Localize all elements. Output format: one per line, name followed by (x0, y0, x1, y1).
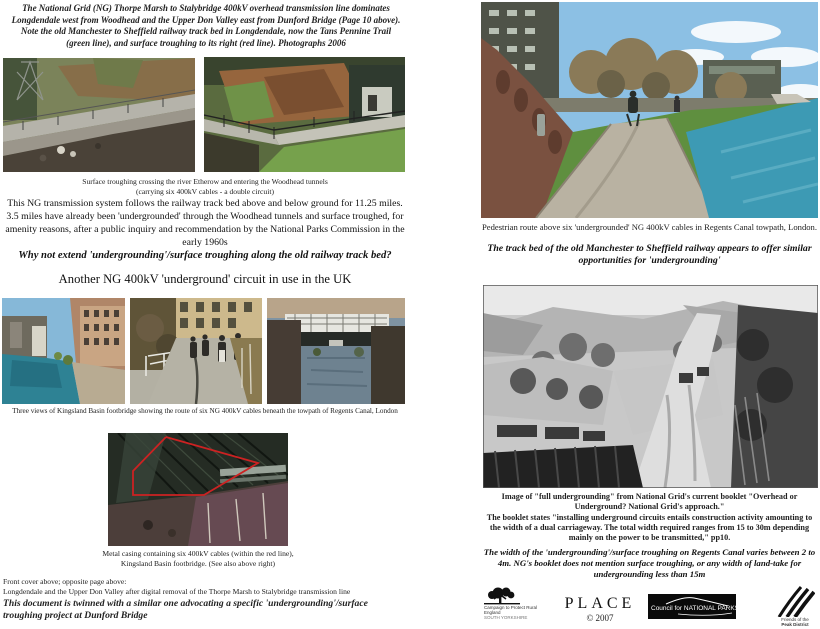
statement-width: The width of the 'undergrounding'/surface troughing on Regents Canal varies between 2 to 4m. NG's booklet does not mention surface troughing, or any width of land-take for undergrounding less than 15m (483, 547, 816, 579)
photo-kingsland-footbridge (267, 298, 405, 404)
photo-metal-casing (108, 433, 288, 546)
fopd-name-line2: Peak District (781, 622, 809, 627)
intro-text: The National Grid (NG) Thorpe Marsh to Stalybridge 400kV overhead transmission line dominates Longdendale west from Woodhead and the Upper Don Valley east from Dunford Bridge (Page 10 above). Note the old Manchester to Sheffield railway track bed in Longdendale, now the Tans Pennine Trail (green line), and surface troughing to its right (red line). Photographs 2006 (11, 3, 401, 48)
photo-kingsland-towpath-people (130, 298, 262, 404)
twinned-document-note: This document is twinned with a similar one advocating a specific 'undergrounding'/surface troughing project at Dunford Bridge (3, 598, 368, 621)
caption-troughing-line2: (carrying six 400kV cables - a double circuit) (136, 186, 274, 196)
photo-regents-canal-towpath (481, 2, 818, 218)
fopd-name-line1: Friends of the (781, 617, 809, 622)
subheading-underground-circuit: Another NG 400kV 'underground' circuit in use in the UK (58, 272, 352, 286)
caption-three-views: Three views of Kingsland Basin footbridge showing the route of six NG 400kV cables beneath the towpath of Regents Canal, London (12, 407, 398, 415)
cpre-tree-icon (484, 587, 524, 605)
fopd-stripes-icon (775, 585, 815, 617)
caption-booklet-part1: Image of "full undergrounding" from National Grid's current booklet "Overhead or Underground? National Grid's approach." (501, 492, 798, 512)
caption-booklet (481, 492, 818, 543)
cnp-name: Council for NATIONAL PARKS (651, 605, 740, 612)
place-name: PLACE (564, 595, 636, 612)
caption-troughing (0, 177, 410, 196)
place-copyright-year: © 2007 (586, 613, 614, 623)
transmission-paragraph: This NG transmission system follows the railway track bed above and below ground for 11.25 miles. 3.5 miles have already been 'undergrounded' through the Woodhead tunnels and surface troughed, for amenity reasons, after a public inquiry and recommendation by the National Parks Commission in the early 1960s (5, 198, 405, 248)
caption-casing: Metal casing containing six 400kV cables (within the red line), Kingsland Basin footbridge. (See also above right) (102, 549, 294, 568)
cpre-logo (484, 587, 548, 620)
place-logo (550, 595, 650, 623)
caption-towpath: Pedestrian route above six 'undergrounded' NG 400kV cables in Regents Canal towpath, London. (481, 222, 817, 232)
cnp-logo (648, 594, 740, 619)
caption-booklet-part2: The booklet states "installing underground circuits entails construction activity amounting to the width of a dual carriageway. The total width required ranges from 15 to 30m depending mainly on the power to be transmitted," pp10. (486, 512, 813, 543)
photo-full-undergrounding-bw (483, 285, 818, 488)
cpre-name: Campaign to Protect Rural England (484, 605, 538, 615)
front-cover-note-line1: Front cover above; opposite page above: (3, 577, 127, 586)
cpre-region: SOUTH YORKSHIRE (484, 615, 528, 620)
photo-troughing-etherow (3, 58, 195, 172)
question-heading: Why not extend 'undergrounding'/surface troughing along the old railway track bed? (18, 250, 392, 261)
fopd-logo (772, 585, 818, 627)
front-cover-note-line2: Longdendale and the Upper Don Valley after digital removal of the Thorpe Marsh to Stalybridge transmission line (3, 587, 351, 596)
statement-track-bed: The track bed of the old Manchester to Sheffield railway appears to offer similar opportunities for 'undergrounding' (487, 243, 812, 266)
photo-kingsland-canal-view (2, 298, 125, 404)
photo-troughing-tunnels (204, 57, 405, 172)
caption-troughing-line1: Surface troughing crossing the river Etherow and entering the Woodhead tunnels (82, 177, 328, 186)
